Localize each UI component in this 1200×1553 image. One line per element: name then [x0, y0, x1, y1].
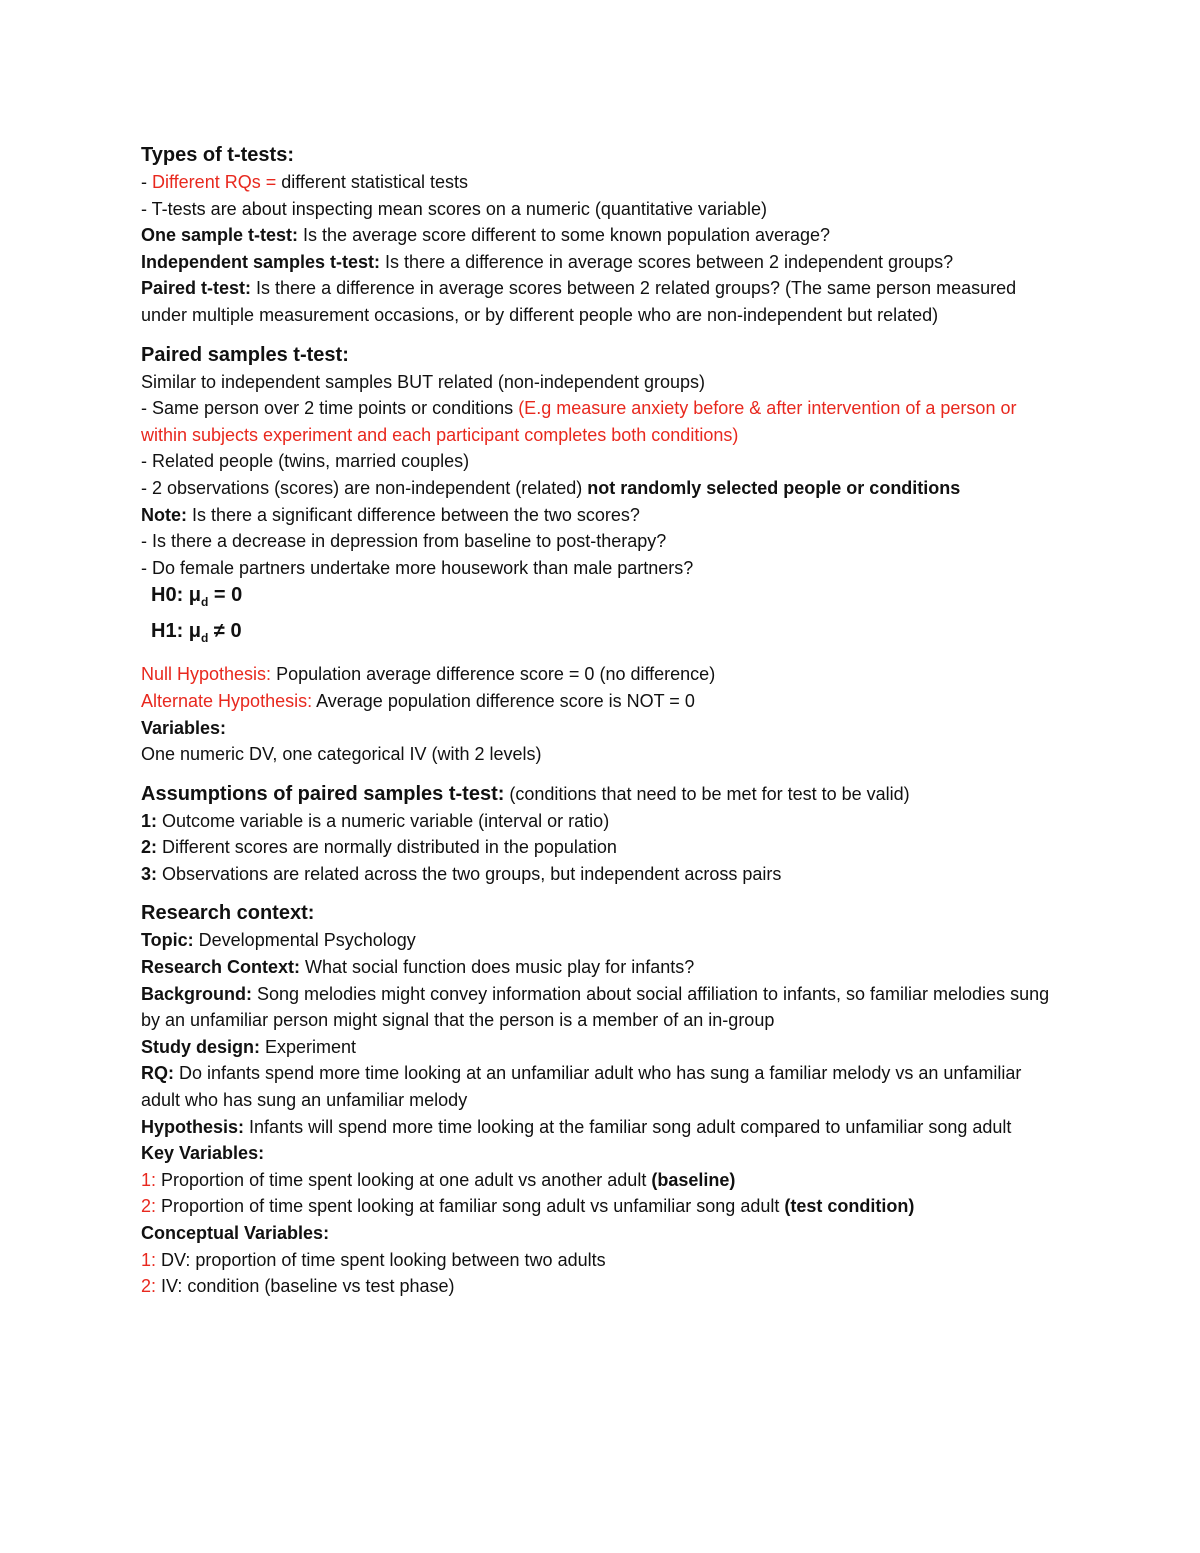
- conceptual-variable-2: [141, 1273, 1061, 1300]
- design-label: Study design:: [141, 1036, 261, 1057]
- null-hypothesis-line: [141, 661, 1061, 688]
- paired-line-1: Similar to independent samples BUT related (non-independent groups): [141, 371, 706, 392]
- independent-text: Is there a difference in average scores between 2 independent groups?: [380, 251, 954, 272]
- key-variable-1: [141, 1167, 1061, 1194]
- paired-label: Paired t-test:: [141, 278, 252, 299]
- assumption-1-text: Outcome variable is a numeric variable (interval or ratio): [157, 810, 610, 831]
- paired-line-5: - Is there a decrease in depression from baseline to post-therapy?: [141, 531, 667, 552]
- alt-text: Average population difference score is NOT = 0: [312, 690, 695, 711]
- independent-label: Independent samples t-test:: [141, 251, 381, 272]
- key-variable-1-bold: (baseline): [651, 1169, 736, 1190]
- assumption-1: [141, 808, 1061, 835]
- variables-text: One numeric DV, one categorical IV (with 2 levels): [141, 744, 542, 765]
- h1-formula: [141, 617, 1061, 653]
- one-sample-text: Is the average score different to some known population average?: [298, 225, 831, 246]
- paired-line-3: - Related people (twins, married couples): [141, 451, 470, 472]
- h0-sub: d: [201, 595, 209, 610]
- one-sample-line: [141, 222, 1061, 249]
- paired-line-2: [141, 395, 1061, 448]
- conceptual-variable-1-text: DV: proportion of time spent looking between two adults: [156, 1249, 606, 1270]
- research-heading: Research context:: [141, 902, 315, 925]
- assumptions-note: (conditions that need to be met for test to be valid): [504, 783, 910, 804]
- assumptions-heading: [141, 780, 1061, 808]
- topic-line: [141, 927, 1061, 954]
- h0-formula: [141, 581, 1061, 617]
- assumption-1-num: 1:: [141, 810, 158, 831]
- one-sample-label: One sample t-test:: [141, 225, 299, 246]
- topic-text: Developmental Psychology: [193, 930, 416, 951]
- note-label: Note:: [141, 504, 187, 525]
- paired-line-2-red: (E.g measure anxiety before & after intervention of a person or within subjects experiment and each participant completes both conditions): [141, 398, 1017, 445]
- context-line: [141, 954, 1061, 981]
- conceptual-variable-2-num: 2:: [141, 1276, 157, 1297]
- types-line-1: [141, 169, 1061, 196]
- hypothesis-text: Infants will spend more time looking at the familiar song adult compared to unfamiliar song adult: [244, 1116, 1012, 1137]
- types-line-1-red: Different RQs =: [152, 172, 277, 192]
- hypothesis-line: [141, 1114, 1061, 1141]
- paired-heading: Paired samples t-test:: [141, 343, 349, 366]
- types-line-2: - T-tests are about inspecting mean scores on a numeric (quantitative variable): [141, 198, 767, 219]
- conceptual-variable-2-text: IV: condition (baseline vs test phase): [156, 1276, 455, 1297]
- key-variable-2-bold: (test condition): [784, 1196, 915, 1217]
- h1-suffix: ≠ 0: [208, 620, 242, 643]
- paired-line-4-black: - 2 observations (scores) are non-independent (related): [141, 477, 588, 498]
- key-variable-2: [141, 1193, 1061, 1220]
- spacer: [141, 653, 1061, 661]
- assumption-2-num: 2:: [141, 837, 158, 858]
- paired-line-4-bold: not randomly selected people or conditions: [587, 477, 961, 498]
- types-heading: Types of t-tests:: [141, 144, 294, 166]
- assumption-3-text: Observations are related across the two groups, but independent across pairs: [157, 863, 782, 884]
- paired-line-2-black: - Same person over 2 time points or conditions: [141, 398, 519, 419]
- conceptual-variables-label: Conceptual Variables:: [141, 1223, 330, 1243]
- background-text: Song melodies might convey information about social affiliation to infants, so familiar melodies sung by an unfamiliar person might signal that the person is a member of an in-group: [141, 983, 1050, 1031]
- variables-label: Variables:: [141, 717, 227, 738]
- paired-line: [141, 275, 1061, 328]
- background-label: Background:: [141, 983, 253, 1004]
- context-text: What social function does music play for infants?: [300, 957, 695, 978]
- types-line-1-prefix: -: [141, 172, 152, 192]
- conceptual-variable-1: [141, 1247, 1061, 1274]
- paired-line-6: - Do female partners undertake more housework than male partners?: [141, 557, 694, 578]
- alt-hypothesis-line: [141, 688, 1061, 715]
- alt-label: Alternate Hypothesis:: [141, 690, 313, 711]
- key-variable-2-num: 2:: [141, 1196, 157, 1217]
- background-line: [141, 981, 1061, 1034]
- rq-text: Do infants spend more time looking at an unfamiliar adult who has sung a familiar melody vs an unfamiliar adult who has sung an unfamiliar melody: [141, 1063, 1022, 1111]
- key-variables-label: Key Variables:: [141, 1143, 265, 1164]
- null-text: Population average difference score = 0 (no difference): [271, 664, 716, 685]
- design-text: Experiment: [260, 1036, 357, 1057]
- design-line: [141, 1034, 1061, 1061]
- assumption-2: [141, 834, 1061, 861]
- conceptual-variable-1-num: 1:: [141, 1249, 157, 1270]
- h0-prefix: H0: μ: [151, 584, 202, 607]
- independent-line: [141, 249, 1061, 276]
- paired-line-4: [141, 475, 1061, 502]
- rq-label: RQ:: [141, 1063, 174, 1084]
- null-label: Null Hypothesis:: [141, 664, 272, 685]
- rq-line: [141, 1060, 1061, 1113]
- assumptions-title: Assumptions of paired samples t-test:: [141, 782, 505, 805]
- h0-suffix: = 0: [208, 584, 243, 607]
- key-variable-1-num: 1:: [141, 1169, 157, 1190]
- note-line: [141, 502, 1061, 529]
- assumption-3-num: 3:: [141, 863, 158, 884]
- paired-text: Is there a difference in average scores between 2 related groups? (The same person measured under multiple measurement occasions, or by different people who are non-independent but related): [141, 278, 1017, 325]
- h1-sub: d: [201, 631, 209, 646]
- types-line-1-rest: different statistical tests: [276, 172, 468, 192]
- note-text: Is there a significant difference between the two scores?: [187, 504, 640, 525]
- document-page: [141, 141, 1061, 1300]
- assumption-3: [141, 861, 1061, 888]
- topic-label: Topic:: [141, 930, 194, 951]
- assumption-2-text: Different scores are normally distributed in the population: [157, 837, 617, 858]
- hypothesis-label: Hypothesis:: [141, 1116, 245, 1137]
- key-variable-2-text: Proportion of time spent looking at familiar song adult vs unfamiliar song adult: [156, 1196, 785, 1217]
- key-variable-1-text: Proportion of time spent looking at one adult vs another adult: [156, 1169, 652, 1190]
- h1-prefix: H1: μ: [151, 620, 202, 643]
- context-label: Research Context:: [141, 957, 301, 978]
